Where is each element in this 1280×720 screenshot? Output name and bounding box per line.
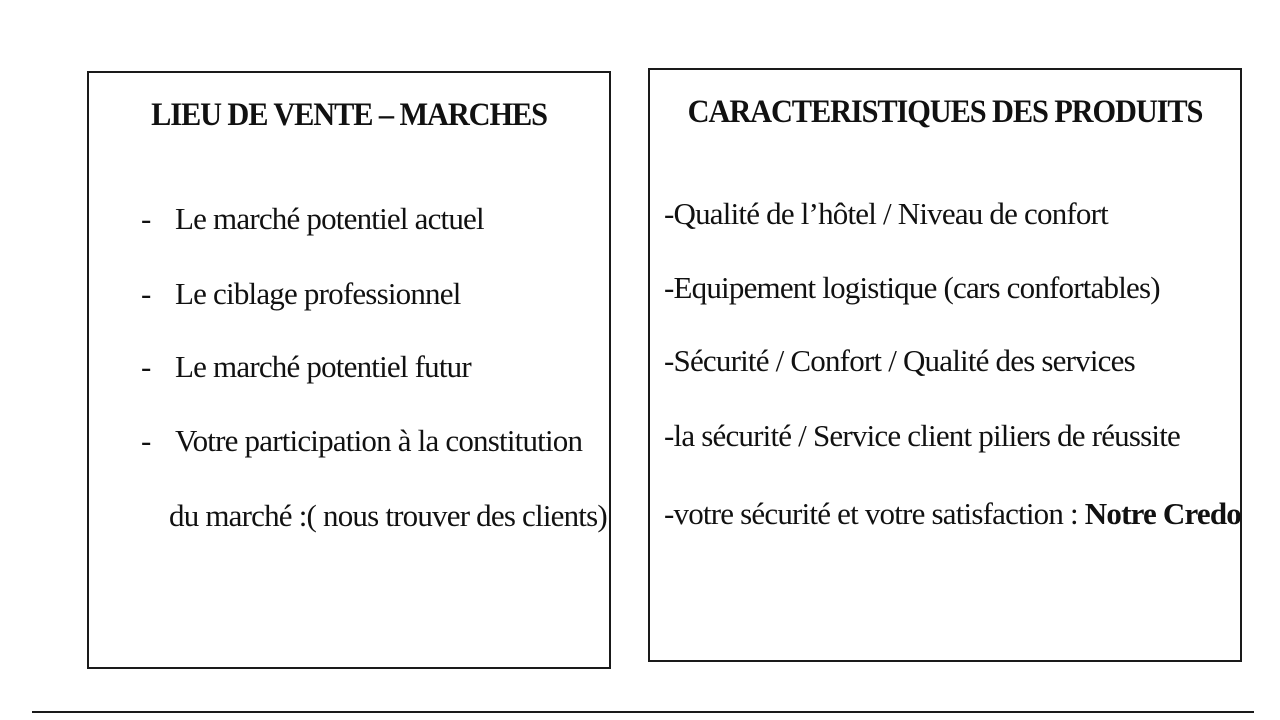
list-item-text: Le ciblage professionnel [175, 276, 461, 311]
list-item [141, 201, 484, 237]
list-item-continuation: du marché :( nous trouver des clients) [169, 498, 607, 533]
list-dash: - [141, 201, 151, 236]
bottom-divider [32, 711, 1254, 713]
list-dash: - [141, 423, 151, 458]
list-item [664, 496, 1241, 532]
list-item-text: Votre participation à la constitution [175, 423, 583, 458]
list-item: -la sécurité / Service client piliers de réussite [664, 418, 1181, 453]
list-item [141, 423, 582, 459]
list-item [141, 349, 471, 385]
list-item-text: Le marché potentiel actuel [175, 201, 484, 236]
right-box-products [648, 68, 1242, 662]
list-dash: - [141, 349, 151, 384]
list-item: -Sécurité / Confort / Qualité des services [664, 343, 1135, 378]
list-item-text: -votre sécurité et votre satisfaction : [664, 496, 1085, 531]
right-box-title: CARACTERISTIQUES DES PRODUITS [687, 94, 1203, 130]
credo-emphasis: Notre Credo [1084, 496, 1241, 531]
list-item-text: Le marché potentiel futur [175, 349, 471, 384]
list-dash: - [141, 276, 151, 311]
list-item [141, 276, 461, 312]
left-box-market [87, 71, 611, 669]
list-item: -Qualité de l’hôtel / Niveau de confort [664, 196, 1108, 231]
left-box-title: LIEU DE VENTE – MARCHES [151, 97, 547, 133]
list-item: -Equipement logistique (cars confortables) [664, 270, 1160, 305]
